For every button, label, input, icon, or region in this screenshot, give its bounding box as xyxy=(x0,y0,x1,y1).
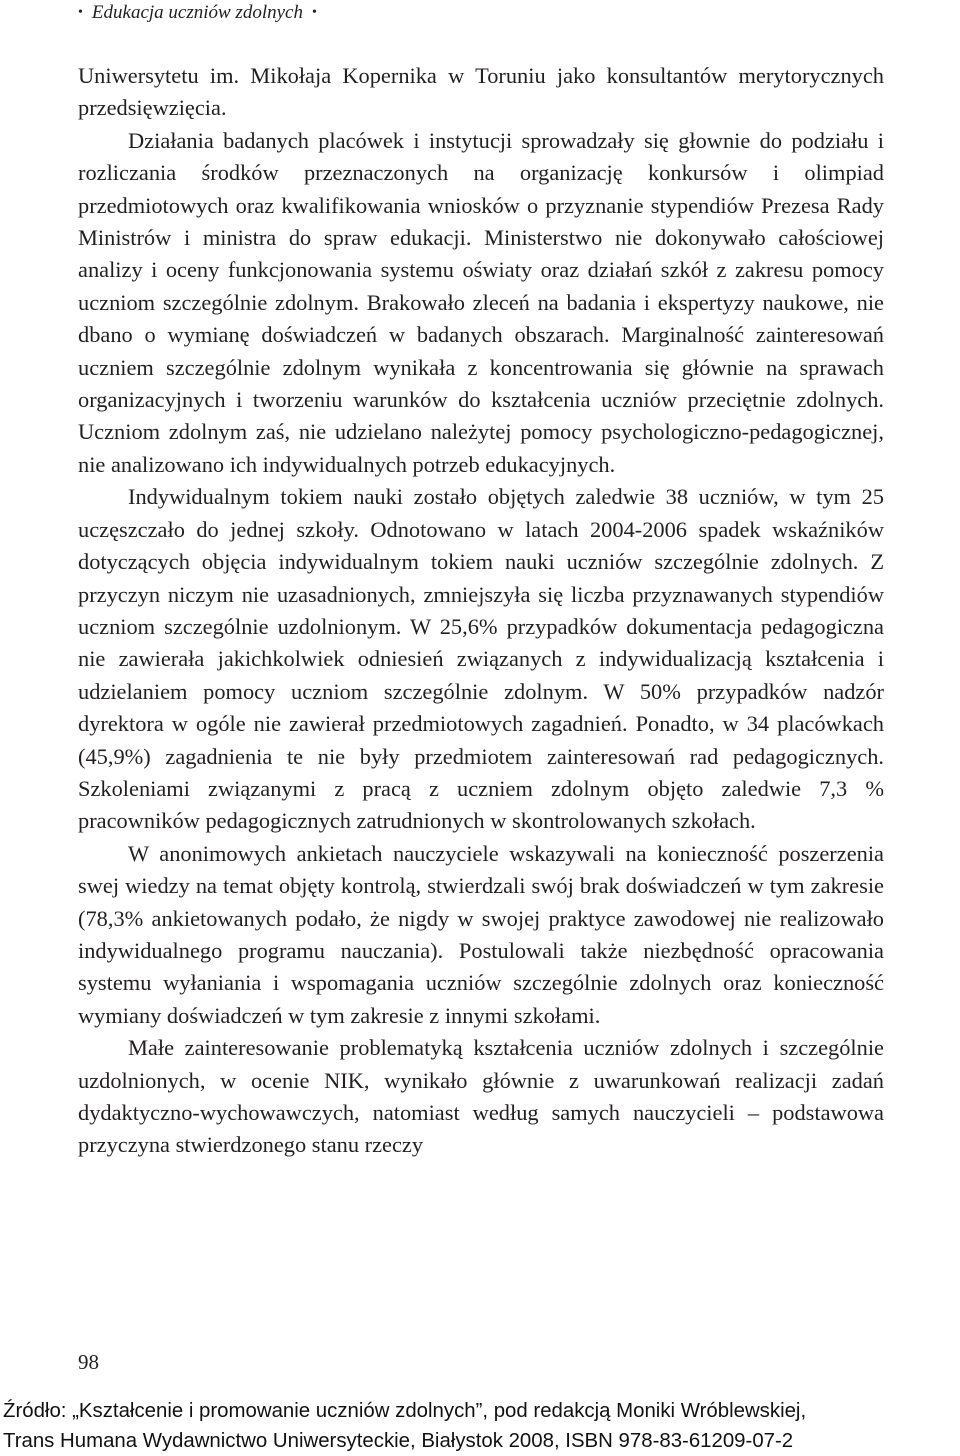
paragraph-1: Uniwersytetu im. Mikołaja Kopernika w Toruniu jako konsultantów merytorycznych przedsięwzięcia. xyxy=(78,63,884,121)
page-body xyxy=(78,60,884,1162)
running-header xyxy=(78,2,317,24)
paragraph-5: Małe zainteresowanie problematyką kształcenia uczniów zdolnych i szczególnie uzdolnionych, w ocenie NIK, wynikało głównie z uwarunkowań realizacji zadań dydaktyczno-wychowawczych, natomiast według samych nauczycieli – podstawowa przyczyna stwierdzonego stanu rzeczy xyxy=(78,1035,884,1158)
paragraph-3: Indywidualnym tokiem nauki zostało objętych zaledwie 38 uczniów, w tym 25 uczęszczało do jednej szkoły. Odnotowano w latach 2004-2006 spadek wskaźników dotyczących objęcia indywidualnym tokiem nauki uczniów szczególnie zdolnych. Z przyczyn niczym nie uzasadnionych, zmniejszyła się liczba przyznawanych stypendiów uczniom szczególnie uzdolnionym. W 25,6% przypadków dokumentacja pedagogiczna nie zawierała jakichkolwiek odniesień związanych z indywidualizacją kształcenia i udzielaniem pomocy uczniom szczególnie zdolnym. W 50% przypadków nadzór dyrektora w ogóle nie zawierał przedmiotowych zagadnień. Ponadto, w 34 placówkach (45,9%) zagadnienia te nie były przedmiotem zainteresowań rad pedagogicznych. Szkoleniami związanymi z pracą z uczniem zdolnym objęto zaledwie 7,3 % pracowników pedagogicznych zatrudnionych w skontrolowanych szkołach. xyxy=(78,484,884,834)
source-line-1: Źródło: „Kształcenie i promowanie uczniów zdolnych”, pod redakcją Moniki Wróblewskiej, xyxy=(3,1400,807,1422)
paragraph-2: Działania badanych placówek i instytucji sprowadzały się głownie do podziału i rozliczania środków przeznaczonych na organizację konkursów i olimpiad przedmiotowych oraz kwalifikowania wniosków o przyznanie stypendiów Prezesa Rady Ministrów i ministra do spraw edukacji. Ministerstwo nie dokonywało całościowej analizy i oceny funkcjonowania systemu oświaty oraz działań szkół z zakresu pomocy uczniom szczególnie zdolnym. Brakowało zleceń na badania i ekspertyzy naukowe, nie dbano o wymianę doświadczeń w badanych obszarach. Marginalność zainteresowań uczniem szczególnie zdolnym wynikała z koncentrowania się głównie na sprawach organizacyjnych i tworzeniu warunków do kształcenia uczniów przeciętnie zdolnych. Uczniom zdolnym zaś, nie udzielano należytej pomocy psychologiczno-pedagogicznej, nie analizowano ich indywidualnych potrzeb edukacyjnych. xyxy=(78,127,884,477)
header-bullet-right: • xyxy=(311,5,317,20)
page-number: 98 xyxy=(78,1350,99,1374)
source-line-2: Trans Humana Wydawnictwo Uniwersyteckie, Białystok 2008, ISBN 978-83-61209-07-2 xyxy=(3,1430,794,1452)
paragraph-4: W anonimowych ankietach nauczyciele wskazywali na konieczność poszerzenia swej wiedzy na temat objęty kontrolą, stwierdzali swój brak doświadczeń w tym zakresie (78,3% ankietowanych podało, że nigdy w swojej praktyce zawodowej nie realizowało indywidualnego programu nauczania). Postulowali także niezbędność opracowania systemu wyłaniania i wspomagania uczniów szczególnie zdolnych oraz konieczność wymiany doświadczeń w tym zakresie z innymi szkołami. xyxy=(78,840,884,1028)
header-bullet-left: • xyxy=(78,5,83,20)
source-citation xyxy=(3,1396,959,1456)
running-title: Edukacja uczniów zdolnych xyxy=(91,2,303,23)
